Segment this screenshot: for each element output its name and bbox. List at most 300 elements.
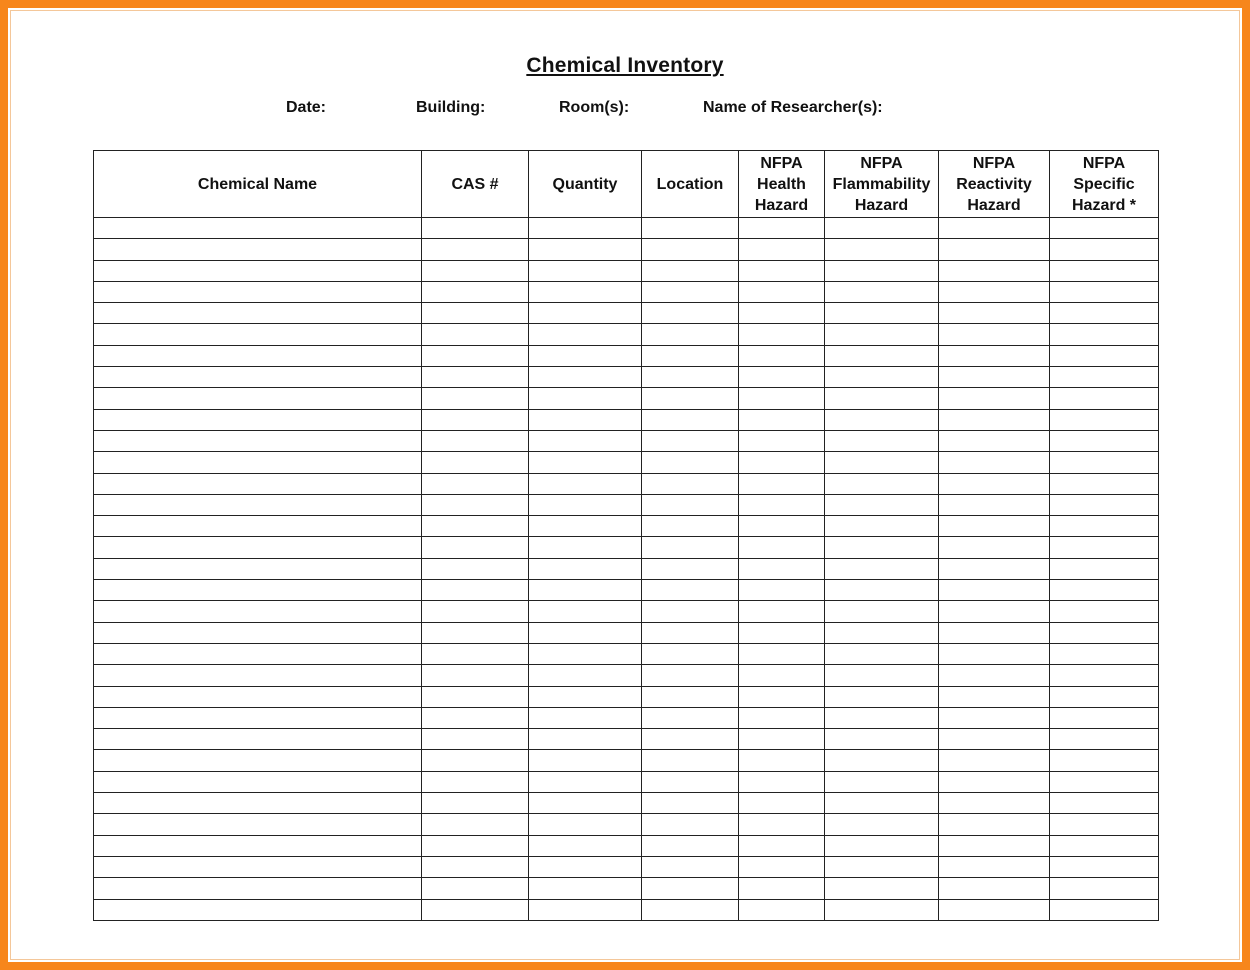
cell-nfpa-reactivity[interactable] <box>939 367 1050 388</box>
cell-chemical-name[interactable] <box>94 835 422 856</box>
cell-cas-number[interactable] <box>422 516 529 537</box>
cell-nfpa-flammability[interactable] <box>825 856 939 877</box>
cell-nfpa-health[interactable] <box>739 580 825 601</box>
column-header-nfpa-flammability: NFPA Flammability Hazard <box>825 151 939 218</box>
cell-location[interactable] <box>642 686 739 707</box>
cell-chemical-name[interactable] <box>94 814 422 835</box>
cell-cas-number[interactable] <box>422 281 529 302</box>
cell-nfpa-specific[interactable] <box>1050 686 1159 707</box>
cell-location[interactable] <box>642 324 739 345</box>
cell-location[interactable] <box>642 494 739 515</box>
table-row <box>94 707 1159 728</box>
cell-nfpa-reactivity[interactable] <box>939 345 1050 366</box>
column-header-location: Location <box>642 151 739 218</box>
cell-quantity[interactable] <box>529 239 642 260</box>
cell-nfpa-flammability[interactable] <box>825 324 939 345</box>
cell-quantity[interactable] <box>529 218 642 239</box>
cell-quantity[interactable] <box>529 793 642 814</box>
table-row <box>94 303 1159 324</box>
cell-quantity[interactable] <box>529 643 642 664</box>
table-header-row <box>94 151 1159 218</box>
cell-chemical-name[interactable] <box>94 239 422 260</box>
cell-nfpa-reactivity[interactable] <box>939 601 1050 622</box>
cell-chemical-name[interactable] <box>94 899 422 920</box>
table-row <box>94 388 1159 409</box>
cell-nfpa-flammability[interactable] <box>825 239 939 260</box>
cell-location[interactable] <box>642 473 739 494</box>
cell-quantity[interactable] <box>529 558 642 579</box>
cell-cas-number[interactable] <box>422 835 529 856</box>
cell-nfpa-specific[interactable] <box>1050 707 1159 728</box>
table-row <box>94 324 1159 345</box>
cell-chemical-name[interactable] <box>94 494 422 515</box>
cell-nfpa-health[interactable] <box>739 750 825 771</box>
table-row <box>94 494 1159 515</box>
cell-nfpa-health[interactable] <box>739 814 825 835</box>
cell-chemical-name[interactable] <box>94 771 422 792</box>
cell-nfpa-reactivity[interactable] <box>939 324 1050 345</box>
cell-nfpa-reactivity[interactable] <box>939 771 1050 792</box>
cell-nfpa-reactivity[interactable] <box>939 494 1050 515</box>
cell-nfpa-specific[interactable] <box>1050 345 1159 366</box>
cell-cas-number[interactable] <box>422 324 529 345</box>
cell-nfpa-health[interactable] <box>739 707 825 728</box>
cell-nfpa-reactivity[interactable] <box>939 218 1050 239</box>
cell-location[interactable] <box>642 899 739 920</box>
cell-nfpa-specific[interactable] <box>1050 218 1159 239</box>
cell-nfpa-reactivity[interactable] <box>939 729 1050 750</box>
cell-chemical-name[interactable] <box>94 643 422 664</box>
cell-nfpa-flammability[interactable] <box>825 388 939 409</box>
inventory-table <box>93 150 1159 921</box>
cell-quantity[interactable] <box>529 409 642 430</box>
cell-chemical-name[interactable] <box>94 430 422 451</box>
cell-chemical-name[interactable] <box>94 750 422 771</box>
cell-nfpa-reactivity[interactable] <box>939 303 1050 324</box>
cell-location[interactable] <box>642 856 739 877</box>
cell-quantity[interactable] <box>529 899 642 920</box>
cell-nfpa-health[interactable] <box>739 643 825 664</box>
cell-location[interactable] <box>642 878 739 899</box>
cell-nfpa-reactivity[interactable] <box>939 409 1050 430</box>
cell-location[interactable] <box>642 601 739 622</box>
cell-cas-number[interactable] <box>422 750 529 771</box>
cell-chemical-name[interactable] <box>94 367 422 388</box>
cell-location[interactable] <box>642 771 739 792</box>
cell-nfpa-health[interactable] <box>739 239 825 260</box>
page-title: Chemical Inventory <box>526 54 724 77</box>
cell-quantity[interactable] <box>529 537 642 558</box>
cell-cas-number[interactable] <box>422 260 529 281</box>
cell-location[interactable] <box>642 814 739 835</box>
cell-nfpa-reactivity[interactable] <box>939 281 1050 302</box>
cell-nfpa-reactivity[interactable] <box>939 537 1050 558</box>
cell-nfpa-health[interactable] <box>739 494 825 515</box>
cell-nfpa-health[interactable] <box>739 260 825 281</box>
cell-cas-number[interactable] <box>422 622 529 643</box>
cell-location[interactable] <box>642 516 739 537</box>
cell-cas-number[interactable] <box>422 771 529 792</box>
cell-cas-number[interactable] <box>422 814 529 835</box>
cell-nfpa-flammability[interactable] <box>825 814 939 835</box>
cell-chemical-name[interactable] <box>94 580 422 601</box>
cell-nfpa-specific[interactable] <box>1050 899 1159 920</box>
cell-nfpa-health[interactable] <box>739 324 825 345</box>
cell-chemical-name[interactable] <box>94 622 422 643</box>
cell-quantity[interactable] <box>529 856 642 877</box>
cell-quantity[interactable] <box>529 707 642 728</box>
cell-chemical-name[interactable] <box>94 537 422 558</box>
cell-quantity[interactable] <box>529 345 642 366</box>
cell-location[interactable] <box>642 409 739 430</box>
cell-cas-number[interactable] <box>422 558 529 579</box>
cell-nfpa-reactivity[interactable] <box>939 750 1050 771</box>
cell-nfpa-flammability[interactable] <box>825 643 939 664</box>
cell-cas-number[interactable] <box>422 643 529 664</box>
column-header-quantity: Quantity <box>529 151 642 218</box>
cell-cas-number[interactable] <box>422 430 529 451</box>
cell-quantity[interactable] <box>529 665 642 686</box>
cell-nfpa-flammability[interactable] <box>825 771 939 792</box>
cell-quantity[interactable] <box>529 686 642 707</box>
cell-nfpa-specific[interactable] <box>1050 324 1159 345</box>
cell-quantity[interactable] <box>529 750 642 771</box>
table-row <box>94 686 1159 707</box>
cell-location[interactable] <box>642 430 739 451</box>
cell-nfpa-specific[interactable] <box>1050 580 1159 601</box>
cell-quantity[interactable] <box>529 729 642 750</box>
cell-nfpa-reactivity[interactable] <box>939 622 1050 643</box>
cell-quantity[interactable] <box>529 452 642 473</box>
cell-nfpa-flammability[interactable] <box>825 558 939 579</box>
cell-nfpa-health[interactable] <box>739 729 825 750</box>
researcher-label: Name of Researcher(s): <box>703 99 883 116</box>
cell-nfpa-health[interactable] <box>739 622 825 643</box>
cell-quantity[interactable] <box>529 260 642 281</box>
cell-chemical-name[interactable] <box>94 729 422 750</box>
cell-nfpa-flammability[interactable] <box>825 303 939 324</box>
table-row <box>94 260 1159 281</box>
cell-chemical-name[interactable] <box>94 686 422 707</box>
cell-nfpa-health[interactable] <box>739 409 825 430</box>
cell-chemical-name[interactable] <box>94 601 422 622</box>
cell-location[interactable] <box>642 558 739 579</box>
cell-nfpa-specific[interactable] <box>1050 729 1159 750</box>
cell-nfpa-flammability[interactable] <box>825 260 939 281</box>
cell-nfpa-flammability[interactable] <box>825 537 939 558</box>
cell-quantity[interactable] <box>529 303 642 324</box>
cell-quantity[interactable] <box>529 324 642 345</box>
cell-nfpa-specific[interactable] <box>1050 494 1159 515</box>
cell-nfpa-specific[interactable] <box>1050 814 1159 835</box>
cell-nfpa-specific[interactable] <box>1050 878 1159 899</box>
column-header-nfpa-reactivity: NFPA Reactivity Hazard <box>939 151 1050 218</box>
cell-cas-number[interactable] <box>422 707 529 728</box>
cell-nfpa-specific[interactable] <box>1050 239 1159 260</box>
table-row <box>94 835 1159 856</box>
cell-nfpa-flammability[interactable] <box>825 622 939 643</box>
cell-quantity[interactable] <box>529 601 642 622</box>
cell-nfpa-health[interactable] <box>739 878 825 899</box>
table-row <box>94 367 1159 388</box>
cell-nfpa-health[interactable] <box>739 388 825 409</box>
cell-chemical-name[interactable] <box>94 793 422 814</box>
cell-cas-number[interactable] <box>422 537 529 558</box>
cell-nfpa-reactivity[interactable] <box>939 814 1050 835</box>
cell-chemical-name[interactable] <box>94 218 422 239</box>
column-header-nfpa-health: NFPA Health Hazard <box>739 151 825 218</box>
cell-nfpa-health[interactable] <box>739 367 825 388</box>
cell-nfpa-specific[interactable] <box>1050 558 1159 579</box>
cell-nfpa-specific[interactable] <box>1050 388 1159 409</box>
cell-chemical-name[interactable] <box>94 878 422 899</box>
cell-nfpa-reactivity[interactable] <box>939 835 1050 856</box>
cell-chemical-name[interactable] <box>94 260 422 281</box>
cell-chemical-name[interactable] <box>94 558 422 579</box>
cell-chemical-name[interactable] <box>94 324 422 345</box>
cell-nfpa-health[interactable] <box>739 281 825 302</box>
cell-location[interactable] <box>642 537 739 558</box>
cell-nfpa-health[interactable] <box>739 665 825 686</box>
cell-nfpa-reactivity[interactable] <box>939 899 1050 920</box>
cell-nfpa-specific[interactable] <box>1050 537 1159 558</box>
cell-nfpa-health[interactable] <box>739 430 825 451</box>
cell-quantity[interactable] <box>529 814 642 835</box>
cell-location[interactable] <box>642 388 739 409</box>
cell-nfpa-specific[interactable] <box>1050 452 1159 473</box>
cell-nfpa-specific[interactable] <box>1050 260 1159 281</box>
cell-nfpa-reactivity[interactable] <box>939 686 1050 707</box>
cell-quantity[interactable] <box>529 367 642 388</box>
cell-cas-number[interactable] <box>422 367 529 388</box>
cell-nfpa-reactivity[interactable] <box>939 388 1050 409</box>
cell-nfpa-flammability[interactable] <box>825 345 939 366</box>
cell-cas-number[interactable] <box>422 665 529 686</box>
cell-cas-number[interactable] <box>422 452 529 473</box>
cell-nfpa-health[interactable] <box>739 835 825 856</box>
table-row <box>94 430 1159 451</box>
cell-quantity[interactable] <box>529 622 642 643</box>
cell-quantity[interactable] <box>529 494 642 515</box>
table-row <box>94 856 1159 877</box>
cell-chemical-name[interactable] <box>94 665 422 686</box>
cell-location[interactable] <box>642 580 739 601</box>
cell-nfpa-health[interactable] <box>739 793 825 814</box>
cell-nfpa-flammability[interactable] <box>825 409 939 430</box>
cell-nfpa-specific[interactable] <box>1050 665 1159 686</box>
cell-location[interactable] <box>642 750 739 771</box>
cell-chemical-name[interactable] <box>94 409 422 430</box>
cell-nfpa-specific[interactable] <box>1050 281 1159 302</box>
cell-cas-number[interactable] <box>422 303 529 324</box>
cell-location[interactable] <box>642 643 739 664</box>
cell-cas-number[interactable] <box>422 345 529 366</box>
cell-cas-number[interactable] <box>422 729 529 750</box>
cell-nfpa-flammability[interactable] <box>825 665 939 686</box>
cell-nfpa-health[interactable] <box>739 856 825 877</box>
cell-location[interactable] <box>642 260 739 281</box>
cell-nfpa-flammability[interactable] <box>825 729 939 750</box>
cell-quantity[interactable] <box>529 473 642 494</box>
table-row <box>94 473 1159 494</box>
cell-location[interactable] <box>642 281 739 302</box>
cell-nfpa-flammability[interactable] <box>825 473 939 494</box>
cell-nfpa-flammability[interactable] <box>825 281 939 302</box>
cell-nfpa-reactivity[interactable] <box>939 516 1050 537</box>
cell-nfpa-specific[interactable] <box>1050 793 1159 814</box>
table-row <box>94 771 1159 792</box>
cell-nfpa-flammability[interactable] <box>825 516 939 537</box>
cell-nfpa-health[interactable] <box>739 516 825 537</box>
cell-nfpa-reactivity[interactable] <box>939 878 1050 899</box>
cell-cas-number[interactable] <box>422 899 529 920</box>
cell-nfpa-flammability[interactable] <box>825 452 939 473</box>
cell-cas-number[interactable] <box>422 494 529 515</box>
cell-cas-number[interactable] <box>422 878 529 899</box>
cell-quantity[interactable] <box>529 580 642 601</box>
cell-nfpa-flammability[interactable] <box>825 686 939 707</box>
table-row <box>94 345 1159 366</box>
cell-chemical-name[interactable] <box>94 473 422 494</box>
cell-nfpa-reactivity[interactable] <box>939 793 1050 814</box>
cell-cas-number[interactable] <box>422 388 529 409</box>
cell-quantity[interactable] <box>529 771 642 792</box>
cell-nfpa-specific[interactable] <box>1050 622 1159 643</box>
cell-quantity[interactable] <box>529 516 642 537</box>
cell-nfpa-specific[interactable] <box>1050 643 1159 664</box>
cell-chemical-name[interactable] <box>94 345 422 366</box>
cell-cas-number[interactable] <box>422 686 529 707</box>
cell-quantity[interactable] <box>529 430 642 451</box>
cell-nfpa-flammability[interactable] <box>825 878 939 899</box>
cell-location[interactable] <box>642 665 739 686</box>
table-row <box>94 558 1159 579</box>
cell-chemical-name[interactable] <box>94 281 422 302</box>
cell-location[interactable] <box>642 729 739 750</box>
cell-nfpa-health[interactable] <box>739 899 825 920</box>
cell-nfpa-reactivity[interactable] <box>939 452 1050 473</box>
cell-cas-number[interactable] <box>422 239 529 260</box>
cell-nfpa-specific[interactable] <box>1050 473 1159 494</box>
cell-cas-number[interactable] <box>422 856 529 877</box>
cell-nfpa-specific[interactable] <box>1050 856 1159 877</box>
cell-location[interactable] <box>642 452 739 473</box>
cell-location[interactable] <box>642 345 739 366</box>
table-row <box>94 537 1159 558</box>
cell-nfpa-reactivity[interactable] <box>939 239 1050 260</box>
cell-nfpa-flammability[interactable] <box>825 601 939 622</box>
cell-nfpa-specific[interactable] <box>1050 367 1159 388</box>
cell-nfpa-health[interactable] <box>739 303 825 324</box>
cell-cas-number[interactable] <box>422 409 529 430</box>
table-row <box>94 218 1159 239</box>
cell-nfpa-health[interactable] <box>739 686 825 707</box>
table-row <box>94 729 1159 750</box>
table-row <box>94 239 1159 260</box>
table-row <box>94 452 1159 473</box>
cell-cas-number[interactable] <box>422 580 529 601</box>
cell-quantity[interactable] <box>529 835 642 856</box>
cell-nfpa-reactivity[interactable] <box>939 856 1050 877</box>
cell-nfpa-flammability[interactable] <box>825 750 939 771</box>
cell-location[interactable] <box>642 303 739 324</box>
cell-location[interactable] <box>642 239 739 260</box>
cell-chemical-name[interactable] <box>94 516 422 537</box>
column-header-nfpa-specific: NFPA Specific Hazard * <box>1050 151 1159 218</box>
cell-cas-number[interactable] <box>422 473 529 494</box>
table-row <box>94 643 1159 664</box>
cell-location[interactable] <box>642 367 739 388</box>
cell-location[interactable] <box>642 622 739 643</box>
table-row <box>94 516 1159 537</box>
cell-nfpa-health[interactable] <box>739 452 825 473</box>
cell-nfpa-flammability[interactable] <box>825 793 939 814</box>
cell-nfpa-reactivity[interactable] <box>939 430 1050 451</box>
cell-cas-number[interactable] <box>422 793 529 814</box>
cell-nfpa-specific[interactable] <box>1050 750 1159 771</box>
cell-nfpa-health[interactable] <box>739 537 825 558</box>
cell-nfpa-flammability[interactable] <box>825 430 939 451</box>
cell-nfpa-reactivity[interactable] <box>939 260 1050 281</box>
cell-nfpa-health[interactable] <box>739 601 825 622</box>
table-row <box>94 409 1159 430</box>
cell-nfpa-specific[interactable] <box>1050 409 1159 430</box>
cell-cas-number[interactable] <box>422 601 529 622</box>
cell-quantity[interactable] <box>529 388 642 409</box>
cell-nfpa-specific[interactable] <box>1050 771 1159 792</box>
cell-nfpa-health[interactable] <box>739 218 825 239</box>
cell-nfpa-health[interactable] <box>739 771 825 792</box>
cell-chemical-name[interactable] <box>94 388 422 409</box>
rooms-label: Room(s): <box>559 99 630 116</box>
cell-nfpa-flammability[interactable] <box>825 899 939 920</box>
cell-nfpa-flammability[interactable] <box>825 494 939 515</box>
cell-nfpa-specific[interactable] <box>1050 516 1159 537</box>
cell-nfpa-health[interactable] <box>739 558 825 579</box>
cell-nfpa-reactivity[interactable] <box>939 558 1050 579</box>
cell-location[interactable] <box>642 793 739 814</box>
cell-nfpa-specific[interactable] <box>1050 430 1159 451</box>
cell-nfpa-specific[interactable] <box>1050 601 1159 622</box>
table-row <box>94 793 1159 814</box>
cell-nfpa-flammability[interactable] <box>825 707 939 728</box>
cell-location[interactable] <box>642 218 739 239</box>
cell-location[interactable] <box>642 835 739 856</box>
cell-location[interactable] <box>642 707 739 728</box>
cell-nfpa-flammability[interactable] <box>825 367 939 388</box>
cell-chemical-name[interactable] <box>94 856 422 877</box>
cell-nfpa-reactivity[interactable] <box>939 665 1050 686</box>
cell-quantity[interactable] <box>529 878 642 899</box>
cell-nfpa-specific[interactable] <box>1050 303 1159 324</box>
cell-quantity[interactable] <box>529 281 642 302</box>
cell-nfpa-reactivity[interactable] <box>939 643 1050 664</box>
cell-nfpa-reactivity[interactable] <box>939 580 1050 601</box>
cell-nfpa-flammability[interactable] <box>825 218 939 239</box>
cell-nfpa-specific[interactable] <box>1050 835 1159 856</box>
cell-nfpa-health[interactable] <box>739 473 825 494</box>
cell-chemical-name[interactable] <box>94 707 422 728</box>
cell-nfpa-flammability[interactable] <box>825 580 939 601</box>
cell-chemical-name[interactable] <box>94 303 422 324</box>
cell-nfpa-reactivity[interactable] <box>939 473 1050 494</box>
cell-nfpa-flammability[interactable] <box>825 835 939 856</box>
table-row <box>94 899 1159 920</box>
cell-cas-number[interactable] <box>422 218 529 239</box>
cell-chemical-name[interactable] <box>94 452 422 473</box>
cell-nfpa-reactivity[interactable] <box>939 707 1050 728</box>
cell-nfpa-health[interactable] <box>739 345 825 366</box>
